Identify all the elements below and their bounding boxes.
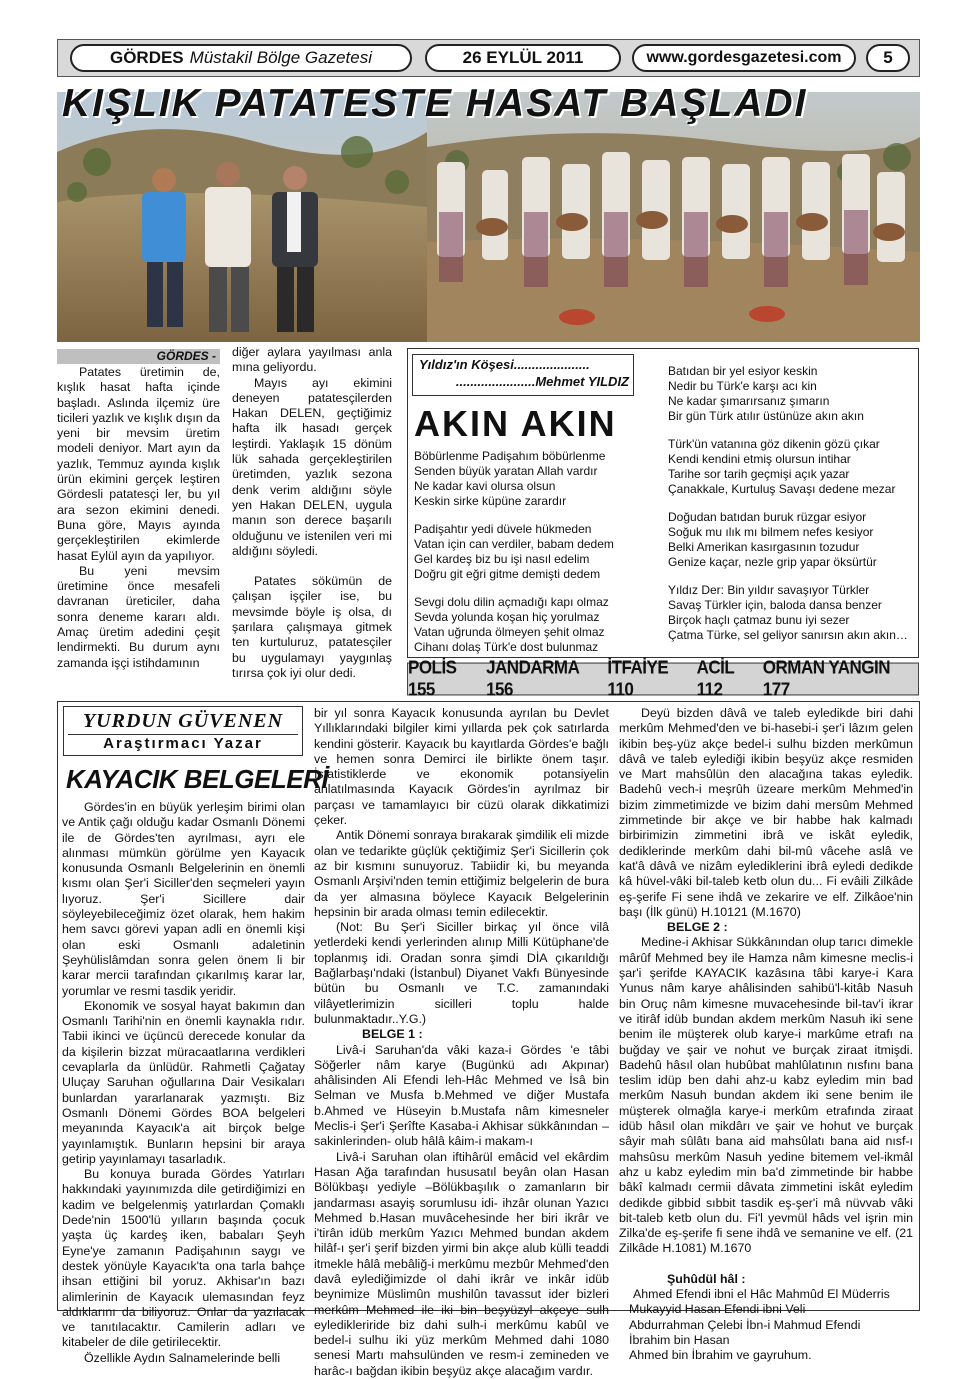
- witness-line: Abdurrahman Çelebi İbn-i Mahmud Efendi: [629, 1317, 861, 1332]
- article2-paragraph: Livâ-i Saruhan'da vâki kaza-i Gördes 'e tâbi Söğerler nâm karye (Bugünkü adı Akpınar) ahâlisinden Ali Efendi leh-Hâc Mehmed ve İsâ bin Selman ve Musfa b.Mehmed ve diğer Mustafa b.Ahmed ve Hüseyin b.Mustafa nâm kimesneler Meclis-i Şer'i Şerîfte Kasaba-i Akhisar sükkânından –sakinlerinden- olub hâlâ kâim-i makam-ı: [314, 1042, 609, 1149]
- poem-right-column: [668, 364, 916, 643]
- poem-line: Doğru git eğri gitme demişti dedem: [414, 567, 601, 581]
- website-pill: [632, 44, 856, 72]
- poem-line: Padişahtır yedi düvele hükmeden: [414, 522, 592, 536]
- article1-col1: [57, 365, 220, 671]
- issue-date: 26 EYLÜL 2011: [462, 48, 584, 67]
- article2-paragraph: Antik Dönemi sonraya bırakarak şimdilik eli mizde olan ve tedarikte güçlük çektiğimiz Şer'i Sicillerin çok az bir kısmını sunuyoruz. Tabiidir ki, bu meyanda Osmanlı Arşivi'nden temin ettiğimiz belgelerin de bura da yer almasına böylece Kayacık Belgelerinin hepsinin bir arada olması temin edilecektir.: [314, 828, 609, 919]
- article2-paragraph: Deyü bizden dâvâ ve taleb eyledikde biri dahi merkûm Mehmed'den ve bi-hasebi-i şer'i lâzım gelen ikibin beş-yüz akçe bedel-i sulhu bizden merkûmun dâvâ ve taleb eylediği ikibin beşyüz akçe resmiden ve Mart mahsûlün den alacağına takas eyledik. Badehû vech-i meşrûh üzeare merkûm Mehmed'in bizim zimmetimizde ve bizim dahi mersûm Mehmed zimmetinde bir akçe ve bir habbe hak kalmadı birbirimizin zimmetini ibrâ ve iskât eyledik, dediklerinde merkûm dahi bil-mû vâcehe aslâ ve kat'â dâvâ ve nizâm eylediklerini ibrâ eyledi dedikde kâ hüvel-vâki bil-taleb ketb olun du... Fi evâili Zilkâde eş-şerife Fi sene ihdâ ve zekarire ve elf. Zilkâoe'nin başı (İlk günü) H.10121 (M.1670): [619, 706, 913, 919]
- emergency-number: İTFAİYE 110: [607, 657, 669, 700]
- poem-line: Keskin sirke küpüne zarardır: [414, 494, 567, 508]
- article2-paragraph: Livâ-i Saruhan olan iftihârül emâcid vel ekârdim Hasan Ağa tarafından hususatıl beyân olan Hasan Bölükbaşı yediyle –Bölükbaşılık o zamanların bir jandarması asayiş sorumlusu idi- ihzâr olunan Yazıcı Mehmed b.Hasan muvâcehesinde her biri ikrâr ve i'tirân idüb merkûm Yazıcı Mehmed bundan akdem hilâf-ı şer'i şerif bizden yirmi bin akçe alub külli teaddi itmekle hâlâ mebâliğ-i merkûmu mezbûr Mehmed'den davâ eylediğimizde ol dahi ikrâr ve inkâr idüb beynimize Müslimûn mushilûn tavassut ider bizleri merkûm Mehmed ile iki bin beşyüzyl akçeye sulh eyledikleriride biz dahi sulh-i merkûmu kabûl ve bedel-i sulhu iki yüz merkûm Mehmed dahi 1080 senesi Martı mahsulünden ve resm-i zemineden ve harâc-ı bağdan ikibin beşyüz akçe alacağım vardır.: [314, 1149, 609, 1378]
- poem-column-title: Yıldız'ın Köşesi.....................: [419, 357, 590, 372]
- poem-line: Genize kaçar, nezle grip yapar öksürtür: [668, 555, 877, 569]
- poem-left-column: [414, 449, 639, 655]
- dateline-bar: [57, 349, 220, 364]
- belge1-heading: BELGE 1 :: [362, 1027, 423, 1042]
- poem-line: Kendi kendini etmiş olursun intihar: [668, 452, 851, 466]
- poem-line: Yıldız Der: Bin yıldır savaşıyor Türkler: [668, 583, 870, 597]
- poem-line: Savaş Türkler için, baloda dansa benzer: [668, 598, 882, 612]
- dateline: GÖRDES -: [156, 349, 216, 363]
- article2-paragraph: Özellikle Aydın Salnamelerinde belli: [84, 1350, 281, 1365]
- poem-title: AKIN AKIN: [414, 403, 617, 444]
- poem-line: Belki Amerikan kasırgasının tozudur: [668, 540, 860, 554]
- witnesses-heading: Şuhûdül hâl :: [667, 1271, 746, 1286]
- author-role: Araştırmacı Yazar: [68, 734, 298, 752]
- article2-paragraph: (Not: Bu Şer'i Siciller birkaç yıl önce vilâ yetlerdeki kendi yerlerinden alınıp Milli Kütüphane'de toplanmış idi. Oradan sonra şimdi DİA çıkarıldığı Bağlarbaşı'ndaki (İstanbul) Diyanet Vakfı Bünyesinde bütün bu Osmanlı ve T.C. zamanındaki vilâyetlerimizin sicilleri toplu halde bulunmaktadır..Y.G.): [314, 920, 609, 1026]
- poem-line: Çatma Türke, sel geliyor sanırsın akın akın…: [668, 628, 908, 642]
- poem-line: Böbürlenme Padişahım böbürlenme: [414, 449, 606, 463]
- author-box: [63, 706, 303, 756]
- poem-line: Türk'ün vatanına göz dikenin gözü çıkar: [668, 437, 880, 451]
- article2-title: KAYACIK BELGELERİ: [66, 764, 329, 794]
- poem-line: Sevda yolunda koşan hiç yorulmaz: [414, 610, 600, 624]
- article2-paragraph: Ekonomik ve sosyal hayat bakımın dan Osmanlı Tarihi'nin en önemli kaynakla rıdır. Tabii ikinci ve üçüncü derecede konular da da kişilerin bizzat müracaatlarına verdikleri cevaplarla da ünlüdür. Rahmetli Çağatay Uluçay Saruhan oğullarına Dair Vesikaları bunlardan yararlanarak yazmıştı. Biz Osmanlı Dönemi Gördes BOA belgeleri meyanında Kayacık'a ait birçok belge yayınlamıştık. Bunların hepsini bir araya getirip yayınlamayı tasarladık.: [62, 998, 305, 1166]
- poem-line: Ne kadar şımarırsanız şımarın: [668, 394, 830, 408]
- poem-line: Tarihe sor tarih geçmişi açık yazar: [668, 467, 850, 481]
- emergency-number: ORMAN YANGIN 177: [762, 657, 890, 700]
- poem-line: Nedir bu Türk'e karşı acı kin: [668, 379, 817, 393]
- poem-line: Bir gün Türk atılır üstünüze akın akın: [668, 409, 864, 423]
- poem-line: Cihanı dolaş Türk'e dost bulunmaz: [414, 640, 599, 654]
- article2-col3: [619, 706, 913, 1363]
- poem-line: Soğuk mu ılık mı bilmem nefes kesiyor: [668, 525, 874, 539]
- emergency-number: POLİS 155: [408, 657, 457, 700]
- article2-paragraph: Bu konuya burada Gördes Yatırları hakkındaki yayınımızda dile getirdiğimizi en kadim ve belgelenmiş yatırlardan Çomaklı Dede'nin 1500'lü yılların başında çocuk yaşta üç kardeş iken, babaları Şeyh Eyne'ye zamanın Padişahının saygı ve destek yönüyle Kayacık'ta ona tarla bahçe ihsan ettiğini bil yoruz. Akhisar'ın bazı alimlerinin de Kayacık ulemasından feyz aldıklarını da biliyoruz. Onlar da yazılacak ve tanıtılacaktır. Camilerin adları ve kitabeler de dile getirilecektir.: [62, 1167, 305, 1350]
- harvest-photo-right: [427, 92, 920, 342]
- harvest-photo-left: [57, 92, 427, 342]
- page-number: 5: [883, 48, 893, 67]
- main-headline: KIŞLIK PATATESTE HASAT BAŞLADI: [62, 82, 808, 125]
- poem-line: Vatan için can verdiler, babam dedem: [414, 537, 614, 551]
- article1-paragraph: Mayıs ayı ekimini deneyen patatesçilerden Hakan DELEN, geçtiğimiz hafta ilk hasadı gerçek leştirdi. Yaklaşık 15 dönüm lük sahada gerçekleştirilen üretimden, yazlık sezona denk verim aldığını söyle yen Hakan DELEN, uygula manın son derece başarılı olduğunu ve istenilen veri mi aldığını söyledi.: [232, 375, 392, 558]
- witness-line: Mukayyid Hasan Efendi ibni Veli: [629, 1302, 806, 1317]
- emergency-number: JANDARMA 156: [486, 657, 579, 700]
- emergency-numbers-bar: [407, 657, 919, 700]
- website-link[interactable]: www.gordesgazetesi.com: [646, 49, 842, 66]
- article1-paragraph: diğer aylara yayılması anla mına geliyordu.: [232, 345, 392, 375]
- article1-paragraph: Bu yeni mevsim üretimine önce mesafeli davranan üreticiler, daha sonra deneme kararı aldı. Amaç üretim adedini çeşit lendirmekti. Bu durum aynı zamanda işçi istihdamının: [57, 563, 220, 670]
- article1-col2: [232, 345, 392, 681]
- poem-line: Sevgi dolu dilin açmadığı kapı olmaz: [414, 595, 609, 609]
- witness-line: Ahmed bin İbrahim ve gayruhum.: [629, 1348, 812, 1363]
- poem-column-header: [412, 354, 634, 396]
- article1-paragraph: Patates sökümün de çalışan işçiler ise, bu mevsimde böyle iş olsa, dı şarılara çalışmaya gitmek ten kurtuluruz, patatesçiler bu uygulamayı yaygınlaş tırırsa çok iyi olur dedi.: [232, 574, 392, 680]
- emergency-number: ACİL 112: [696, 657, 734, 700]
- article2-col2: [314, 706, 609, 1379]
- poem-line: Batıdan bir yel esiyor keskin: [668, 364, 818, 378]
- page-number-pill: [866, 44, 910, 72]
- article1-paragraph: Patates üretimin de, kışlık hasat hafta içinde başladı. Aslında ilçemiz üre ticileri yazlık ve kışlık dışın da yeni bir mevsim üretim modeli deniyor. Mart ayın da yazlık, Temmuz ayında kışlık ürün ekimini gerçek leştiren Gördesli patatesçi ler, bu yıl ara sezon ekimini denedi. Buna göre, Mayıs ayında gerçekleştirilen ekimlerde hasat Eylül ayın da yapılıyor.: [57, 365, 220, 563]
- belge2-heading: BELGE 2 :: [667, 920, 728, 935]
- paper-name: GÖRDES: [109, 48, 184, 67]
- poem-line: Senden büyük yaratan Allah vardır: [414, 464, 598, 478]
- date-pill: [425, 44, 621, 72]
- poem-line: Vatan uğrunda ölmeyen şehit olmaz: [414, 625, 605, 639]
- article2-paragraph: bir yıl sonra Kayacık konusunda ayrılan bu Devlet Yıllıklarındaki bilgiler kimi yıllarda pek çok satırlarda kendini gösterir. Kayacık bu kayıtlarda Gördes'e bağlı ve hemen sonra Demirci ile birlikte önem taşır. İstatistiklerde ve ekonomik potansiyelin anlatılmasında Kayacık Gördes'in ayrılmaz bir parçası ve tamamlayıcı bir cüzü olarak dikkatimizi çeker.: [314, 706, 609, 828]
- poem-line: Ne kadar kavi olursa olsun: [414, 479, 556, 493]
- poem-line: Birçok haçlı çatmaz bunu iyi sezer: [668, 613, 850, 627]
- witness-line: Ahmed Efendi ibni el Hâc Mahmûd El Müderris: [633, 1286, 890, 1301]
- witness-line: İbrahim bin Hasan: [629, 1332, 730, 1347]
- poem-line: Çanakkale, Kurtuluş Savaşı dedene mezar: [668, 482, 896, 496]
- paper-name-pill: [70, 44, 412, 72]
- poem-author: ......................Mehmet YILDIZ: [455, 374, 629, 389]
- article2-col1: [62, 800, 305, 1366]
- poem-line: Gel kardeş biz bu işi nasıl edelim: [414, 552, 590, 566]
- author-name: YURDUN GÜVENEN: [82, 710, 284, 732]
- poem-line: Doğudan batıdan buruk rüzgar esiyor: [668, 510, 867, 524]
- article2-paragraph: Gördes'in en büyük yerleşim birimi olan ve Antik çağı olduğu kadar Osmanlı Dönemi ile de Gördes'ten ayrılması, ayrı ele alınması mümkün görülme yen Kayacık konusunda Osmanlı Belgelerinin en önemli kısmı olan Şer'i Siciller'den seçmeleri yayın lıyoruz. Şer'i Sicillere dair söyleyebileceğimiz özet olarak, hem hakim hem savcı görevi yapan adli en önemli kişi olan eski Osmanlı adaletinin Şeyhülislâmdan sonra gelen önem li bir karar mercii tarafından çıkarılmış karar lar, yorumlar ve resmi tasdik yeridir.: [62, 800, 305, 998]
- paper-subtitle: Müstakil Bölge Gazetesi: [189, 48, 373, 67]
- article2-paragraph: Medine-i Akhisar Sükkânından olup tarıcı dimekle mârûf Mehmed bey ile Hamza nâm kimesne meclis-i şar'i şerifde KAYACIK kazâsına tâbi karye-i Kara Yunus nâm karye ahâlisinden sahibü'l-kitâb Nasuh bin Oruç nâm kimesne muvacehesinde bil-tav'i ikrar ve itirâf idüb bundan akdem merkûm Nasuh iki sene benim ile müşterek olub karye-i markûme etrafı na buğday ve şair ve nohut ve burçak ziraat itmişdi. Badehû hâsıl olan hubûbat mahlûlatının nısfını bana teslim idüp ben dahi ahz-u kabz eyledim min bad merkûm Nasuh bundan akdem iki sene benim ile müşterek olmağla karye-i merkûm etrafında ziraat idüb hâsıl olan mikdârı ve şair ve hohut ve burçak sâyir mah sûlâtı bana aid mahsûlatı bana aid nısf-ı mahsûsu merkûm Nasuh yedine bitemem vel-ikmâl ahz u kabz eyledim min ba'd zimmetinde bir habbe bâkî kalmadı cermii dâvata zimmetini iskât eyledim dedikde gibbid sıbbit tasdik eş-şer'i mâ nüvvab vâki bit-taleb ketb olun du. Fi'l yevmül hâds vel işrin min Zilka'de eş-şerife fi sene ihdâ ve semanine ve elf. (21 Zilkâde H.1081) M.1670: [619, 935, 913, 1256]
